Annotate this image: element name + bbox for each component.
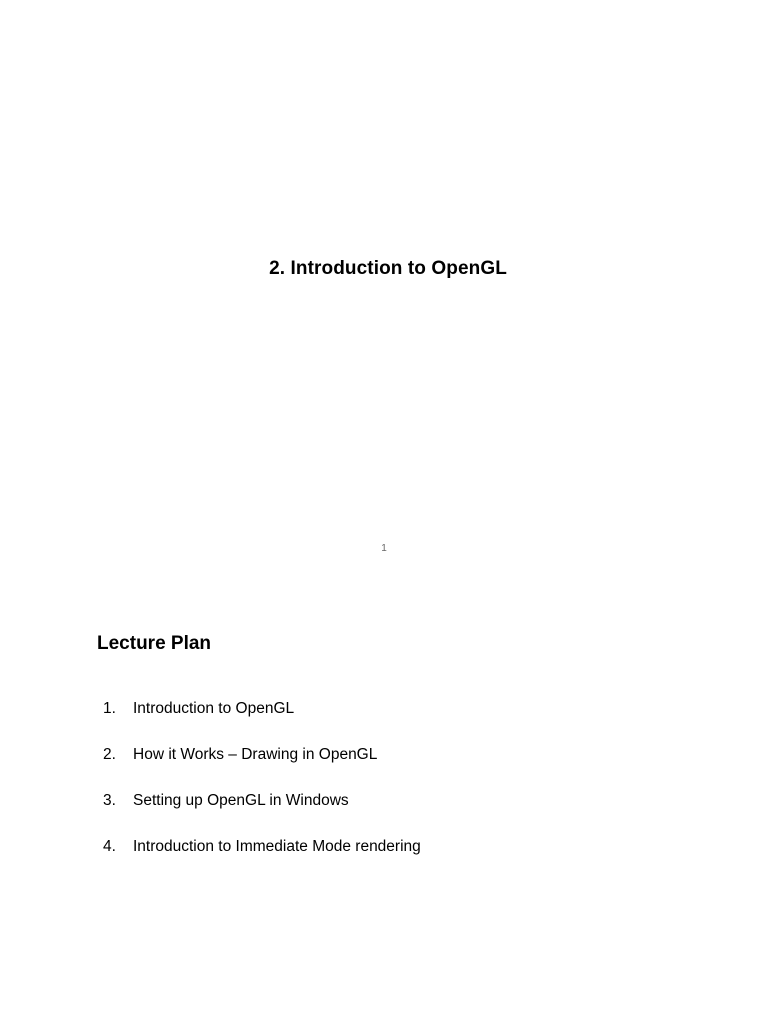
list-item: [103, 838, 421, 884]
list-item: [103, 792, 421, 838]
list-item-number: 4.: [103, 838, 116, 855]
lecture-plan-list: [103, 700, 421, 884]
section-heading: Lecture Plan: [97, 633, 212, 654]
list-item-label: Setting up OpenGL in Windows: [133, 792, 349, 809]
page-title: 2. Introduction to OpenGL: [269, 258, 507, 279]
list-item-number: 2.: [103, 746, 116, 763]
list-item-label: Introduction to Immediate Mode rendering: [133, 838, 421, 855]
page-number: 1: [381, 543, 387, 554]
list-item-number: 1.: [103, 700, 116, 717]
list-item-number: 3.: [103, 792, 116, 809]
list-item: [103, 746, 421, 792]
list-item: [103, 700, 421, 746]
list-item-label: Introduction to OpenGL: [133, 700, 295, 717]
list-item-label: How it Works – Drawing in OpenGL: [133, 746, 378, 763]
